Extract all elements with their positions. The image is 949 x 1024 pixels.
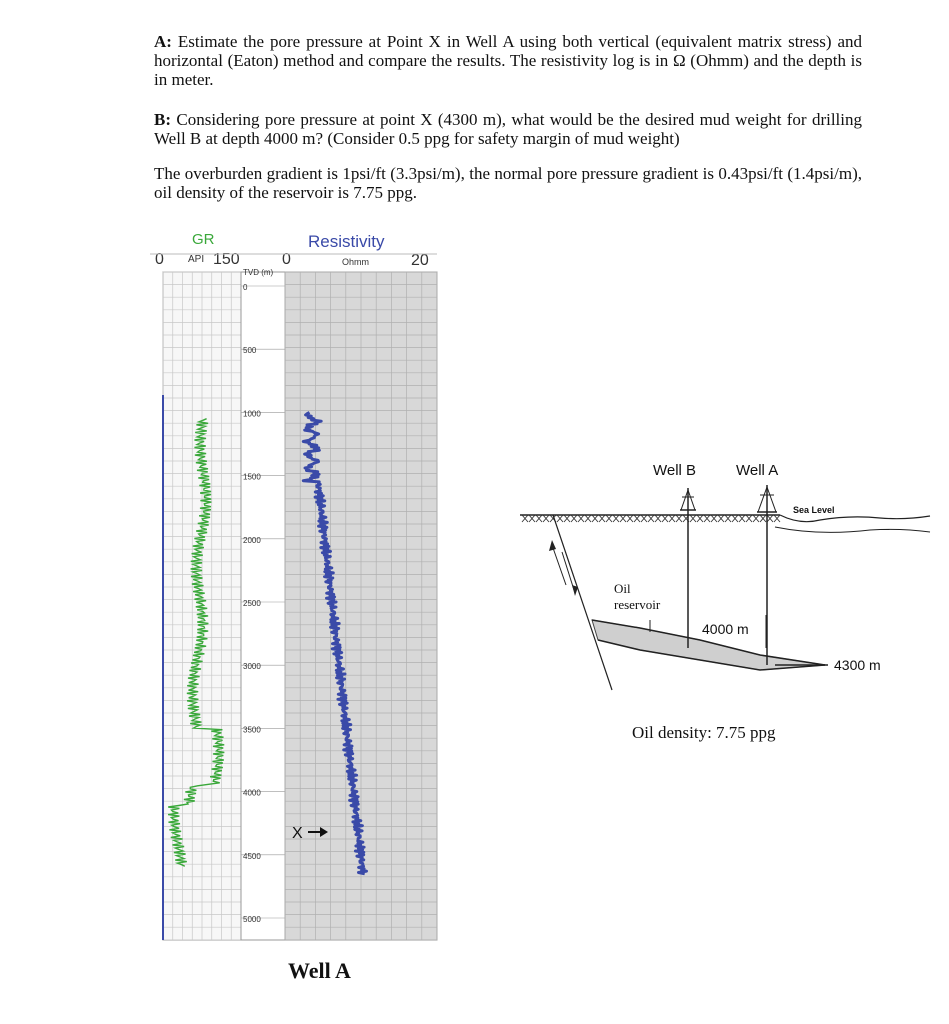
well-b-depth: 4000 m — [702, 621, 749, 637]
depth-tick-label: 4500 — [243, 851, 261, 861]
well-a-log-label: Well A — [288, 958, 351, 983]
res-max: 20 — [411, 252, 429, 269]
depth-tick-label: 0 — [243, 283, 248, 292]
res-unit: Ohmm — [342, 257, 369, 267]
res-min: 0 — [282, 251, 291, 268]
res-title: Resistivity — [308, 232, 385, 251]
sea-level-label: Sea Level — [793, 505, 835, 515]
gr-max: 150 — [213, 251, 240, 268]
gr-min: 0 — [155, 251, 164, 268]
depth-tick-label: 4000 — [243, 788, 261, 798]
depth-tick-label: 2500 — [243, 599, 261, 608]
well-b-label: Well B — [653, 462, 697, 479]
sea-floor-line — [775, 527, 930, 532]
question-b-label: B: — [154, 110, 171, 129]
depth-tick-label: 1000 — [243, 409, 261, 419]
oil-density-label: Oil density: 7.75 ppg — [632, 723, 776, 742]
well-a-depth: 4300 m — [834, 657, 881, 673]
fault-line — [553, 515, 612, 690]
well-a-rig-icon — [757, 485, 777, 512]
sea-level-line — [780, 515, 930, 522]
depth-tick-label: 3500 — [243, 725, 261, 735]
depth-title: TVD (m) — [243, 268, 274, 277]
reservoir-label-1: Oil — [614, 581, 631, 596]
depth-tick-label: 500 — [243, 346, 257, 356]
ground-hatch — [522, 515, 780, 522]
question-b-text: Considering pore pressure at point X (4300 m), what would be the desired mud weight for drilling Well B at depth 4000 m? (Consider 0.5 ppg for safety margin of mud weight) — [154, 110, 862, 148]
depth-tick-label: 5000 — [243, 915, 261, 924]
point-x-label: X — [292, 825, 303, 842]
depth-tick-label: 1500 — [243, 472, 261, 482]
depth-tick-label: 3000 — [243, 662, 261, 672]
depth-tick-label: 2000 — [243, 535, 261, 545]
givens: The overburden gradient is 1psi/ft (3.3psi/m), the normal pore pressure gradient is 0.43psi/ft (1.4psi/m), oil density of the reservoir is 7.75 ppg. — [154, 164, 862, 202]
gr-unit: API — [188, 254, 205, 265]
reservoir-label-2: reservoir — [614, 597, 661, 612]
well-a-label: Well A — [736, 462, 779, 479]
question-a-label: A: — [154, 32, 172, 51]
well-b-rig-icon — [680, 488, 696, 510]
question-a-text: Estimate the pore pressure at Point X in Well A using both vertical (equivalent matrix stress) and horizontal (Eaton) method and compare the results. The resistivity log is in Ω (Ohmm) and the depth is in meter. — [154, 32, 862, 89]
gr-title: GR — [192, 231, 215, 248]
